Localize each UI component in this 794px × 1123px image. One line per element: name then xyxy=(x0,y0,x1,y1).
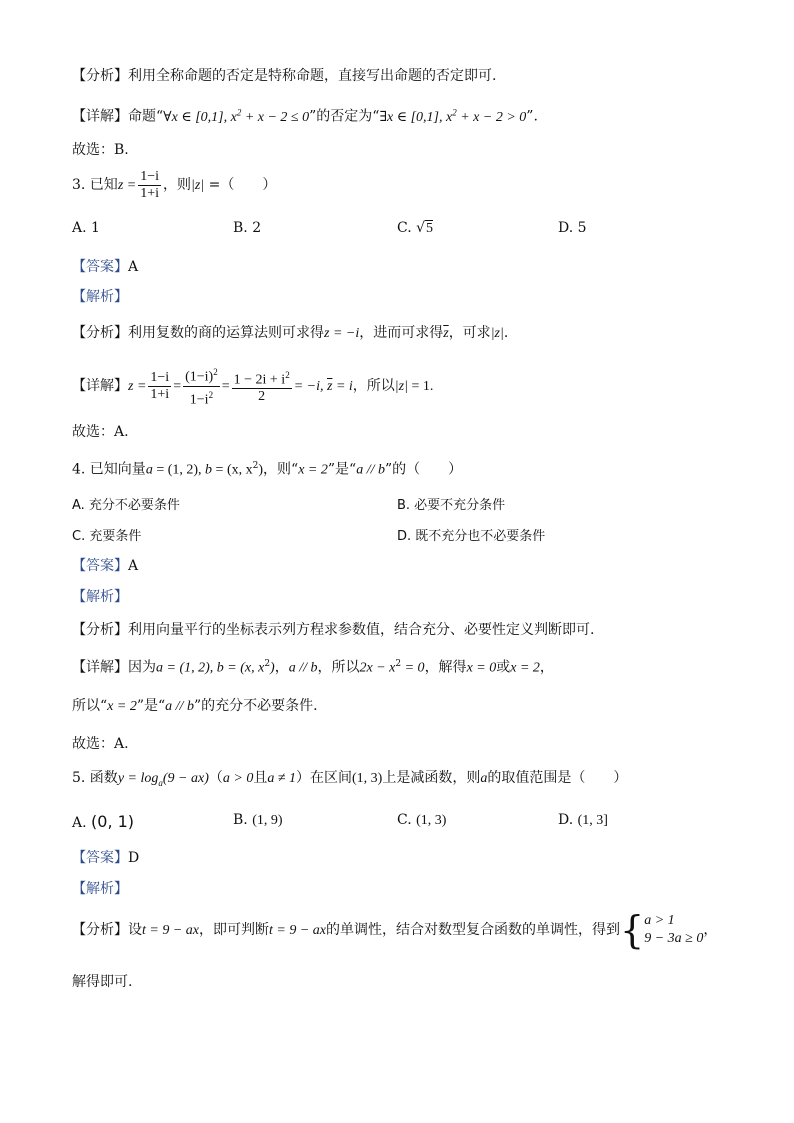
answer-value: A xyxy=(128,259,139,275)
math-expr: ∀x ∈ [0,1], $x^2 + x - 2 \le 0$ xyxy=(163,107,310,125)
question-text: 4. 已知向量 xyxy=(72,461,146,478)
analysis-text: ，可求 xyxy=(448,325,491,341)
option-a: A. (0, 1) xyxy=(72,812,135,831)
question-text: ”是“ xyxy=(327,461,357,478)
conclusion-line: 所以“x = 2”是“a // b”的充分不必要条件. xyxy=(72,698,318,714)
option-b: B. 2 xyxy=(233,220,262,236)
option-d: D. (1, 3] xyxy=(558,812,608,828)
answer-line xyxy=(72,556,138,576)
answer-value: D xyxy=(128,850,140,866)
option-a: A. 1 xyxy=(72,220,100,236)
conclusion-line: 解得即可. xyxy=(72,974,133,990)
answer-line xyxy=(72,848,139,868)
analysis-text: 利用全称命题的否定是特称命题，直接写出命题的否定即可. xyxy=(128,68,497,84)
answer-tag: 【答案】 xyxy=(72,259,128,275)
question-text: =（ ） xyxy=(204,177,277,193)
answer-value: A xyxy=(128,558,139,574)
answer-line xyxy=(72,257,138,277)
question-5-stem: 5. 函数$y = \log_a(9 - ax)(a > 0$且a ≠ 1）在区间(1, 3)上是减函数，则a的取值范围是（ ） xyxy=(72,770,628,788)
detail-tag: 【详解】 xyxy=(72,108,128,125)
answer-tag: 【答案】 xyxy=(72,558,128,574)
math-expr: |z| xyxy=(490,326,504,341)
question-4-stem: 4. 已知向量a = (1, 2), b = (x, $x^2$)，则“x = 2”是“a // b”的（ ） xyxy=(72,461,463,478)
analysis-tag: 【分析】 xyxy=(72,622,128,638)
question-text: ，则“ xyxy=(263,461,299,478)
math-expr: ∃x ∈ [0,1], $x^2 + x - 2 > 0$ xyxy=(379,107,527,125)
analysis-tag: 【分析】 xyxy=(72,922,128,938)
question-text: ，则 xyxy=(163,177,192,193)
solution-heading: 【解析】 xyxy=(72,881,128,897)
solution-heading: 【解析】 xyxy=(72,589,128,605)
inequality-system: a > 1 9 − 3a ≥ 0 xyxy=(644,913,704,946)
math-expr: $\overline{z}$ xyxy=(443,326,449,341)
detail-text: ，所以 xyxy=(352,378,395,395)
analysis-line xyxy=(72,323,508,344)
math-expr: = −i, xyxy=(293,379,327,395)
detail-text: ，解得 xyxy=(424,659,467,676)
question-text: 5. 函数 xyxy=(72,770,118,786)
detail-text: 因为 xyxy=(128,659,156,676)
detail-line: 【详解】因为a = (1, 2), b = (x, $x^2$)，a // b，所以$2x - x^2 = 0$，解得x = 0或x = 2， xyxy=(72,659,554,676)
option-c: C. 充要条件 xyxy=(72,529,142,544)
detail-tag: 【详解】 xyxy=(72,659,128,676)
fraction: $\frac{1-i}{1+i}$ xyxy=(150,369,170,402)
option-b: B. (1, 9) xyxy=(233,812,283,828)
choice-line: 故选：B. xyxy=(72,142,129,158)
option-c: C. (1, 3) xyxy=(397,812,447,828)
detail-text: 命题“ xyxy=(128,108,164,125)
fraction: $\frac{(1-i)^2}{1-i^2}$ xyxy=(183,364,220,408)
option-c: C. √5 xyxy=(397,220,434,236)
analysis-text: . xyxy=(503,325,509,341)
math-expr: z = xyxy=(128,379,147,395)
option-d: D. 5 xyxy=(558,220,587,236)
analysis-tag: 【分析】 xyxy=(72,68,128,84)
analysis-line xyxy=(72,620,594,640)
choice-line: 故选：A. xyxy=(72,424,129,440)
math-expr: z = xyxy=(117,178,137,193)
choice-line: 故选：A. xyxy=(72,736,129,752)
math-expr: z = −i xyxy=(324,326,360,341)
math-expr: |z| xyxy=(191,178,205,193)
analysis-line xyxy=(72,66,496,86)
question-text: 3. 已知 xyxy=(72,177,118,193)
detail-text: ”. xyxy=(526,108,538,125)
detail-line xyxy=(72,102,538,128)
detail-text: ，所以 xyxy=(317,659,360,676)
analysis-text: ，进而可求得 xyxy=(359,325,444,341)
question-text: ”的（ ） xyxy=(384,461,463,478)
analysis-line: 【分析】设t = 9 − ax，即可判断t = 9 − ax的单调性，结合对数型复合函数的单调性，得到{ a > 1 9 − 3a ≥ 0 ， xyxy=(72,908,718,952)
detail-line: 【详解】z = $\frac{1-i}{1+i}$ = $\frac{(1-i)^2}{1-i^2}$ = $\frac{1 - 2i + i^2}{2}$ = −i, $\overline{z} = i$，所以|z| = 1. xyxy=(72,364,433,408)
answer-tag: 【答案】 xyxy=(72,850,128,866)
question-3-stem xyxy=(72,168,276,203)
solution-heading: 【解析】 xyxy=(72,289,128,305)
option-d: D. 既不充分也不必要条件 xyxy=(397,529,546,544)
option-b: B. 必要不充分条件 xyxy=(397,498,506,513)
analysis-text: 利用复数的商的运算法则可求得 xyxy=(128,325,324,341)
analysis-text: 利用向量平行的坐标表示列方程求参数值，结合充分、必要性定义判断即可. xyxy=(128,622,595,638)
option-a: A. 充分不必要条件 xyxy=(72,498,180,513)
brace-symbol: { xyxy=(620,908,645,952)
fraction: $\frac{1 - 2i + i^2}{2}$ xyxy=(232,367,292,406)
fraction: $\frac{1-i}{1+i}$ xyxy=(140,168,160,201)
detail-tag: 【详解】 xyxy=(72,378,128,395)
detail-text: ”的否定为“ xyxy=(309,108,380,125)
analysis-tag: 【分析】 xyxy=(72,325,128,341)
